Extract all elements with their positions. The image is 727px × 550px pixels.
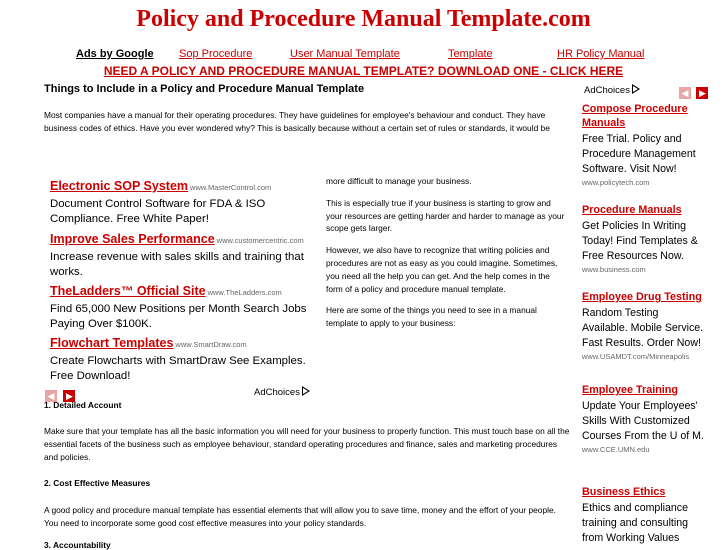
sidebar-ad-url[interactable]: www.policytech.com — [582, 178, 650, 187]
inline-ad-description: Document Control Software for FDA & ISO Compliance. Free White Paper! — [50, 198, 266, 225]
sidebar-ad-description: Update Your Employees' Skills With Customized Courses From the U of M. — [582, 400, 704, 442]
inline-ad[interactable] — [50, 230, 318, 280]
sidebar-ad-url[interactable]: www.USAMDT.com/Minneapolis — [582, 352, 690, 361]
inline-ad-title[interactable]: TheLadders™ Official Site — [50, 284, 206, 298]
site-title: Policy and Procedure Manual Template.com — [136, 6, 591, 32]
sidebar-ad-description: Free Trial. Policy and Procedure Management Software. Visit Now! — [582, 133, 696, 175]
nav-link-user-manual-template[interactable]: User Manual Template — [290, 48, 400, 60]
chevron-left-icon[interactable]: ◀ — [45, 390, 57, 402]
section-text-cost-effective: A good policy and procedure manual template has essential elements that will allow you to save time, money and the effort of your people. You need to incorporate some good cost effective measures into your policy standards. — [44, 505, 556, 528]
sidebar-ad-pager — [679, 83, 708, 101]
sidebar-ad[interactable] — [582, 290, 704, 361]
download-promo-link[interactable]: NEED A POLICY AND PROCEDURE MANUAL TEMPLATE? DOWNLOAD ONE - CLICK HERE — [103, 64, 624, 78]
chevron-left-icon[interactable]: ◀ — [679, 87, 691, 99]
inline-ad-title[interactable]: Improve Sales Performance — [50, 232, 215, 246]
inline-ad-title[interactable]: Electronic SOP System — [50, 179, 189, 193]
inline-ad-title[interactable]: Flowchart Templates — [50, 336, 174, 350]
article-paragraph: However, we also have to recognize that writing policies and procedures are not as easy as you could imagine. Sometimes, you need all the help you can get. And the help comes in the form of a policy and procedure manual template. — [326, 245, 558, 294]
inline-ad[interactable] — [50, 177, 318, 227]
ads-by-google-link[interactable]: Ads by Google — [76, 48, 154, 60]
sidebar-ad-title[interactable]: Compose Procedure Manuals — [582, 103, 688, 129]
inline-ad-description: Find 65,000 New Positions per Month Search Jobs Paying Over $100K. — [50, 303, 307, 330]
section-text-detailed-account: Make sure that your template has all the basic information you will need for your business to properly function. This must touch base on all the essential facets of the business such as employee behaviour, standard operating procedures and finance, sales and marketing procedures and policies. — [44, 426, 570, 462]
sidebar-ad[interactable] — [582, 383, 704, 454]
sidebar-ad-title[interactable]: Employee Training — [582, 384, 678, 396]
inline-ad-url[interactable]: www.MasterControl.com — [190, 183, 272, 192]
inline-ad-url[interactable]: www.customercentric.com — [216, 236, 304, 245]
inline-ad-url[interactable]: www.SmartDraw.com — [175, 340, 247, 349]
sidebar-ad-description: Get Policies In Writing Today! Find Templates & Free Resources Now. — [582, 220, 698, 262]
nav-link-sop-procedure[interactable]: Sop Procedure — [179, 48, 253, 60]
top-ad-links-bar — [0, 48, 727, 64]
sidebar-ad-description: Random Testing Available. Mobile Service. Fast Results. Order Now! — [582, 307, 704, 349]
sidebar-ad-url[interactable]: www.business.com — [582, 265, 646, 274]
sidebar-ad[interactable] — [582, 485, 704, 546]
inline-ad-description: Increase revenue with sales skills and training that works. — [50, 251, 304, 278]
sidebar-ad[interactable] — [582, 102, 704, 187]
chevron-right-icon[interactable]: ▶ — [63, 390, 75, 402]
nav-link-template[interactable]: Template — [448, 48, 493, 60]
adchoices-label[interactable]: AdChoices — [254, 387, 300, 398]
article-column-2 — [326, 175, 566, 339]
article-paragraph: more difficult to manage your business. — [326, 176, 472, 186]
adchoices-label[interactable]: AdChoices — [584, 85, 630, 96]
sidebar-ad-title[interactable]: Employee Drug Testing — [582, 291, 702, 303]
sidebar-adchoices[interactable] — [584, 84, 640, 96]
sidebar-ad-url[interactable]: www.CCE.UMN.edu — [582, 445, 650, 454]
inline-ad[interactable] — [50, 334, 318, 384]
sidebar-ad-description: Ethics and compliance training and consulting from Working Values — [582, 502, 689, 544]
section-heading-detailed-account: 1. Detailed Account — [44, 400, 122, 410]
article-intro: Most companies have a manual for their operating procedures. They have guidelines for employee's behaviour and conduct. They have business codes of ethics. Have you ever wondered why? This is basically because without a certain set of rules or standards, it would be — [44, 110, 550, 133]
sidebar-ad-title[interactable]: Procedure Manuals — [582, 204, 682, 216]
chevron-right-icon[interactable]: ▶ — [696, 87, 708, 99]
article-paragraph: Here are some of the things you need to see in a manual template to apply to your business: — [326, 305, 537, 329]
adchoices-icon[interactable] — [302, 386, 310, 396]
adchoices-icon[interactable] — [632, 84, 640, 94]
inline-ad[interactable] — [50, 282, 318, 332]
inline-ad-description: Create Flowcharts with SmartDraw See Examples. Free Download! — [50, 355, 306, 382]
nav-link-hr-policy-manual[interactable]: HR Policy Manual — [557, 48, 645, 60]
page-heading: Things to Include in a Policy and Procedure Manual Template — [44, 83, 365, 95]
inline-ad-url[interactable]: www.TheLadders.com — [207, 288, 282, 297]
article-paragraph: This is especially true if your business is starting to grow and your resources are getting harder and harder to manage as your scope gets larger. — [326, 197, 565, 234]
sidebar-ad-title[interactable]: Business Ethics — [582, 486, 666, 498]
section-heading-cost-effective: 2. Cost Effective Measures — [44, 478, 151, 488]
sidebar-ad[interactable] — [582, 203, 704, 274]
section-heading-accountability: 3. Accountability — [44, 540, 111, 550]
inline-adchoices[interactable] — [254, 386, 310, 398]
